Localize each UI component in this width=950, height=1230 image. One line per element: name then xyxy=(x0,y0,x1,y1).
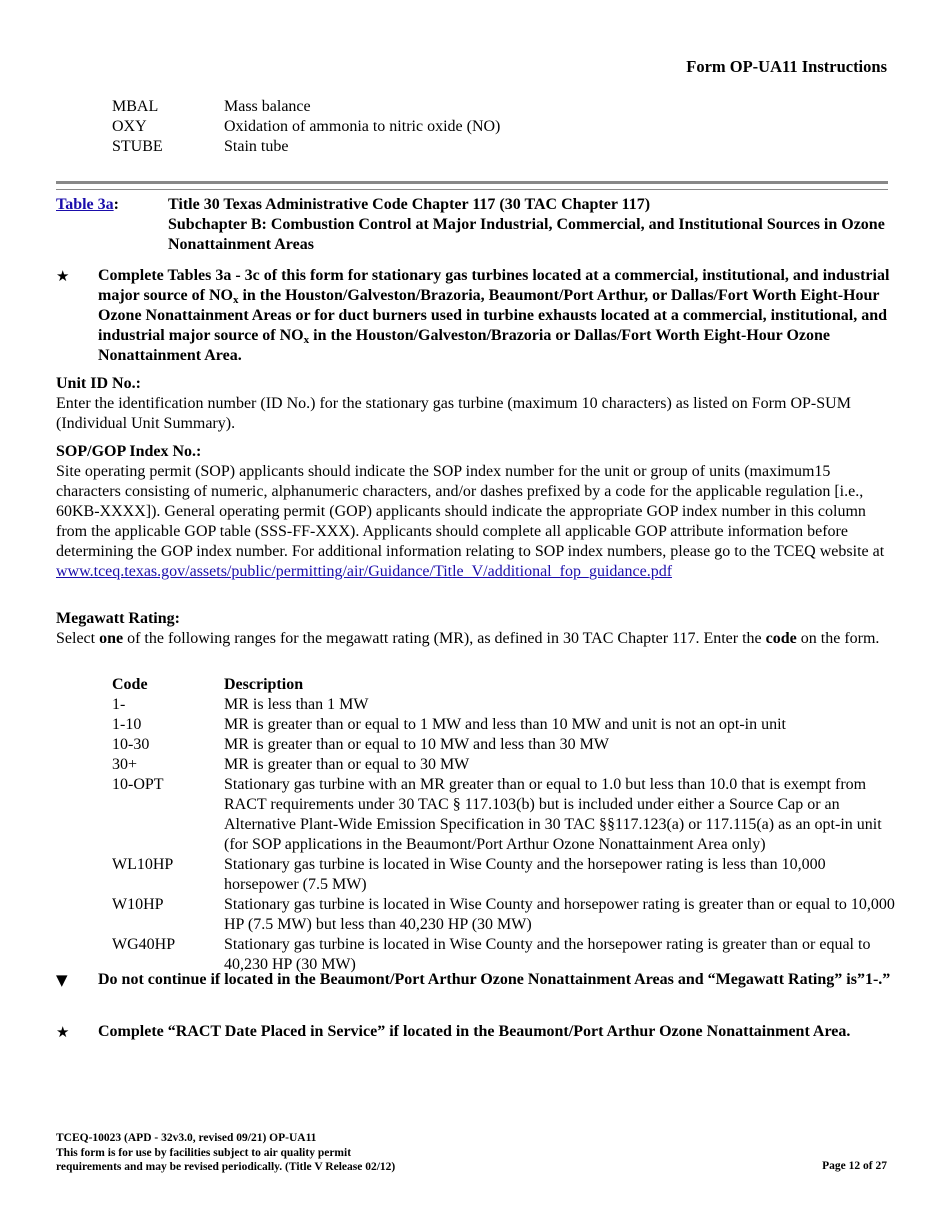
star-icon: ★ xyxy=(56,267,70,285)
megawatt-heading: Megawatt Rating: xyxy=(56,610,180,627)
abbreviation-row xyxy=(112,137,500,157)
sop-gop-section xyxy=(56,442,892,582)
megawatt-section xyxy=(56,609,892,649)
sop-gop-text: Site operating permit (SOP) applicants should indicate the SOP index number for the unit or group of units (maximum15 characters consisting of numeric, alphanumeric characters, and/or dashes prefixed by a code for the applicable regulation [i.e., 60KB-XXXX]). General operating permit (GOP) applicants should indicate the appropriate GOP index number in this column from the applicable GOP table (SSS-FF-XXX). Applicants should complete all applicable GOP attribute information before determining the GOP index number. For additional information relating to SOP index numbers, please go to the TCEQ website at xyxy=(56,463,885,560)
abbreviation-table xyxy=(112,97,500,157)
table-row xyxy=(112,735,898,755)
code-cell: 1- xyxy=(112,696,126,713)
table-title-line1: Title 30 Texas Administrative Code Chapter 117 (30 TAC Chapter 117) xyxy=(168,196,651,213)
section-divider xyxy=(56,181,888,190)
page-header-title: Form OP-UA11 Instructions xyxy=(686,57,887,76)
code-cell: 10-OPT xyxy=(112,776,164,793)
code-column-header: Code xyxy=(112,676,148,693)
table-row xyxy=(112,695,898,715)
description-cell: Stationary gas turbine is located in Wise County and horsepower rating is greater than or equal to 10,000 HP (7.5 MW) but less than 40,230 HP (30 MW) xyxy=(224,896,895,933)
table-title-line2: Subchapter B: Combustion Control at Major Industrial, Commercial, and Institutional Sources in Ozone Nonattainment Areas xyxy=(168,216,885,253)
table-header-row xyxy=(112,675,898,695)
description-cell: Stationary gas turbine is located in Wise County and the horsepower rating is less than 10,000 horsepower (7.5 MW) xyxy=(224,856,826,893)
guidance-link[interactable]: www.tceq.texas.gov/assets/public/permitting/air/Guidance/Title_V/additional_fop_guidance.pdf xyxy=(56,563,673,580)
table-row xyxy=(112,755,898,775)
table-row xyxy=(112,895,898,935)
code-cell: W10HP xyxy=(112,896,164,913)
megawatt-code-table xyxy=(112,675,898,975)
megawatt-text: Select one of the following ranges for the megawatt rating (MR), as defined in 30 TAC Chapter 117. Enter the code on the form. xyxy=(56,630,880,647)
description-cell: MR is greater than or equal to 10 MW and less than 30 MW xyxy=(224,736,609,753)
table-row xyxy=(112,935,898,975)
instruction-bullet-complete-tables: ★ Complete Tables 3a - 3c of this form for stationary gas turbines located at a commercial, institutional, and industrial major source of $NO_x$ in the Houston/Galveston/Brazoria, Beaumont/Port Arthur, or Dallas/Fort Worth Eight-Hour Ozone Nonattainment Areas or for duct burners used in turbine exhausts located at a commercial, institutional, and industrial major source of $NO_x$ in the Houston/Galveston/Brazoria or Dallas/Fort Worth Eight-Hour Ozone Nonattainment Area. xyxy=(56,267,890,364)
description-cell: Stationary gas turbine is located in Wise County and the horsepower rating is greater than or equal to 40,230 HP (30 MW) xyxy=(224,936,871,973)
abbreviation-code: OXY xyxy=(112,118,147,135)
unit-id-heading: Unit ID No.: xyxy=(56,375,141,392)
code-cell: WG40HP xyxy=(112,936,176,953)
page-number: Page 12 of 27 xyxy=(822,1160,887,1172)
abbreviation-row xyxy=(112,117,500,137)
sop-gop-heading: SOP/GOP Index No.: xyxy=(56,443,202,460)
abbreviation-code: STUBE xyxy=(112,138,163,155)
table-3a-title: Table 3a: Title 30 Texas Administrative Code Chapter 117 (30 TAC Chapter 117) Subchapter B: Combustion Control at Major Industrial, Commercial, and Institutional Sources in Ozone Nonattainment Areas xyxy=(56,195,892,255)
unit-id-text: Enter the identification number (ID No.) for the stationary gas turbine (maximum 10 characters) as listed on Form OP-SUM (Individual Unit Summary). xyxy=(56,395,851,432)
abbreviation-desc: Oxidation of ammonia to nitric oxide (NO) xyxy=(224,118,501,135)
table-row xyxy=(112,775,898,855)
abbreviation-desc: Stain tube xyxy=(224,138,289,155)
description-cell: MR is less than 1 MW xyxy=(224,696,369,713)
abbreviation-row xyxy=(112,97,500,117)
description-cell: MR is greater than or equal to 1 MW and less than 10 MW and unit is not an opt-in unit xyxy=(224,716,786,733)
table-row xyxy=(112,855,898,895)
code-cell: 1-10 xyxy=(112,716,142,733)
description-cell: Stationary gas turbine with an MR greater than or equal to 1.0 but less than 10.0 that is exempt from RACT requirements under 30 TAC § 117.103(b) but is included under either a Source Cap or an Alternative Plant-Wide Emission Specification in 30 TAC §§117.123(a) or 117.115(a) as an opt-in unit (for SOP applications in the Beaumont/Port Arthur Ozone Nonattainment Area only) xyxy=(224,776,882,853)
description-column-header: Description xyxy=(224,676,304,693)
star-icon: ★ xyxy=(56,1023,70,1041)
down-triangle-icon: ▼ xyxy=(56,971,68,989)
code-cell: 10-30 xyxy=(112,736,150,753)
abbreviation-desc: Mass balance xyxy=(224,98,311,115)
unit-id-section xyxy=(56,374,892,434)
abbreviation-code: MBAL xyxy=(112,98,159,115)
code-cell: WL10HP xyxy=(112,856,174,873)
table-3a-link[interactable]: Table 3a xyxy=(56,196,114,213)
code-cell: 30+ xyxy=(112,756,138,773)
instruction-bullet-ract-date: ★ Complete “RACT Date Placed in Service” if located in the Beaumont/Port Arthur Ozone Nonattainment Area. xyxy=(56,1023,851,1041)
table-row xyxy=(112,715,898,735)
description-cell: MR is greater than or equal to 30 MW xyxy=(224,756,470,773)
instruction-bullet-do-not-continue: ▼ Do not continue if located in the Beaumont/Port Arthur Ozone Nonattainment Areas and “Megawatt Rating” is”1-.” xyxy=(56,971,891,989)
footer-form-info: TCEQ-10023 (APD - 32v3.0, revised 09/21) OP-UA11 This form is for use by facilities subject to air quality permit requirements and may be revised periodically. (Title V Release 02/12) xyxy=(56,1132,396,1173)
